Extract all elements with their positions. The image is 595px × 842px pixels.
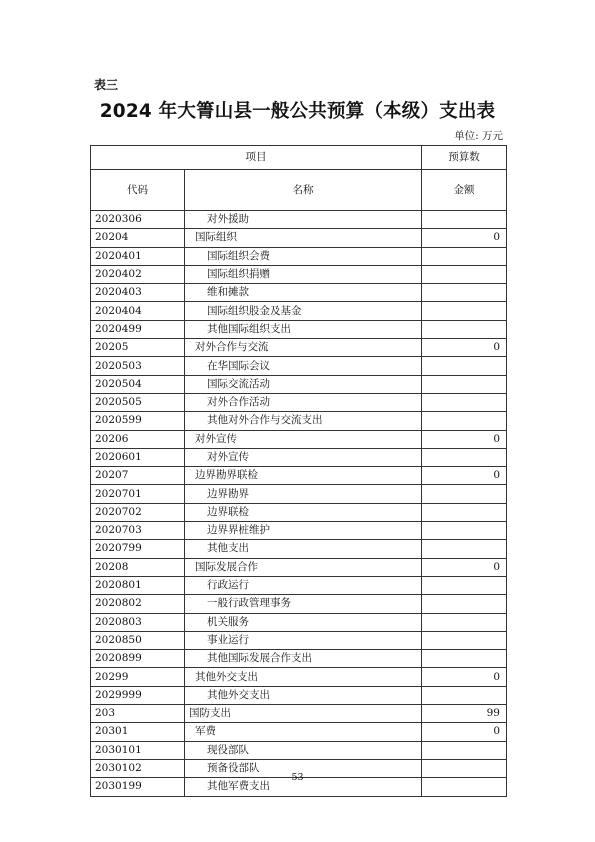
row-amount: 0 [422,558,507,576]
table-row [91,265,507,283]
row-code: 2020403 [91,284,185,302]
row-code: 2020703 [91,522,185,540]
row-name: 对外合作与交流 [185,339,422,357]
table-row [91,229,507,247]
table-body [91,211,507,797]
row-amount: 0 [422,339,507,357]
table-row [91,741,507,759]
row-name: 在华国际会议 [185,357,422,375]
row-amount [422,284,507,302]
header-budget-count: 预算数 [422,146,507,170]
table-row [91,522,507,540]
row-code: 2020505 [91,393,185,411]
row-name: 国际发展合作 [185,558,422,576]
table-row [91,247,507,265]
row-name: 边界联检 [185,503,422,521]
row-amount [422,741,507,759]
budget-table [90,145,507,797]
page-number: 53 [291,772,304,783]
table-row [91,723,507,741]
row-code: 2020402 [91,265,185,283]
table-row [91,320,507,338]
table-row [91,467,507,485]
table-row [91,686,507,704]
row-name: 边界勘界 [185,485,422,503]
table-row [91,576,507,594]
row-code: 20301 [91,723,185,741]
row-name: 边界勘界联检 [185,467,422,485]
row-code: 2020401 [91,247,185,265]
table-row [91,503,507,521]
row-name: 预备役部队 [185,759,422,777]
row-amount [422,522,507,540]
row-code: 2020799 [91,540,185,558]
page-title: 2024 年大箐山县一般公共预算（本级）支出表 [99,101,496,122]
row-code: 20299 [91,668,185,686]
row-code: 2020503 [91,357,185,375]
row-amount [422,448,507,466]
header-name: 名称 [185,170,422,211]
row-code: 2020306 [91,211,185,229]
row-name: 机关服务 [185,613,422,631]
table-row [91,540,507,558]
row-code: 20207 [91,467,185,485]
row-amount [422,357,507,375]
row-amount [422,265,507,283]
row-amount: 0 [422,723,507,741]
row-amount [422,631,507,649]
row-code: 2030101 [91,741,185,759]
row-amount [422,650,507,668]
row-name: 行政运行 [185,576,422,594]
row-code: 2020803 [91,613,185,631]
table-label: 表三 [94,78,119,92]
header-row-1 [91,146,507,170]
row-code: 203 [91,705,185,723]
row-name: 其他国际发展合作支出 [185,650,422,668]
row-name: 国际交流活动 [185,375,422,393]
table-row [91,393,507,411]
row-amount [422,540,507,558]
row-code: 2020850 [91,631,185,649]
row-code: 2020599 [91,412,185,430]
row-amount [422,302,507,320]
table-row [91,595,507,613]
row-code: 20205 [91,339,185,357]
table-row [91,412,507,430]
row-code: 20204 [91,229,185,247]
row-name: 国际组织股金及基金 [185,302,422,320]
row-code: 2029999 [91,686,185,704]
row-code: 2020899 [91,650,185,668]
row-code: 2020701 [91,485,185,503]
table-row [91,430,507,448]
row-amount [422,613,507,631]
table-row [91,668,507,686]
row-code: 2020504 [91,375,185,393]
table-row [91,558,507,576]
header-row-2 [91,170,507,211]
row-name: 维和摊款 [185,284,422,302]
table-row [91,375,507,393]
row-name: 一般行政管理事务 [185,595,422,613]
row-code: 2030102 [91,759,185,777]
row-amount [422,211,507,229]
header-amount: 金额 [422,170,507,211]
row-name: 对外宣传 [185,430,422,448]
row-code: 2020801 [91,576,185,594]
row-name: 对外援助 [185,211,422,229]
row-amount: 99 [422,705,507,723]
table-row [91,302,507,320]
row-name: 国际组织捐赠 [185,265,422,283]
row-name: 国防支出 [185,705,422,723]
row-name: 现役部队 [185,741,422,759]
row-amount: 0 [422,229,507,247]
row-amount [422,595,507,613]
row-amount [422,375,507,393]
row-name: 军费 [185,723,422,741]
row-name: 其他外交支出 [185,686,422,704]
table-row [91,613,507,631]
header-code: 代码 [91,170,185,211]
row-amount: 0 [422,668,507,686]
row-name: 其他对外合作与交流支出 [185,412,422,430]
row-name: 其他军费支出 [185,778,422,796]
row-amount: 0 [422,430,507,448]
row-name: 国际组织会费 [185,247,422,265]
table-row [91,339,507,357]
row-amount [422,393,507,411]
row-name: 国际组织 [185,229,422,247]
row-name: 其他外交支出 [185,668,422,686]
table-row [91,485,507,503]
row-amount [422,576,507,594]
table-row [91,705,507,723]
row-code: 2020702 [91,503,185,521]
row-amount [422,412,507,430]
row-code: 20206 [91,430,185,448]
row-code: 2020499 [91,320,185,338]
table-row [91,448,507,466]
row-name: 其他国际组织支出 [185,320,422,338]
unit-label: 单位: 万元 [454,130,503,142]
row-name: 对外合作活动 [185,393,422,411]
row-name: 其他支出 [185,540,422,558]
row-name: 事业运行 [185,631,422,649]
row-amount [422,247,507,265]
row-amount [422,320,507,338]
row-amount [422,485,507,503]
row-code: 2020802 [91,595,185,613]
table-row [91,284,507,302]
table-row [91,211,507,229]
header-project: 项目 [91,146,422,170]
table-row [91,650,507,668]
row-name: 对外宣传 [185,448,422,466]
row-code: 2020404 [91,302,185,320]
row-code: 20208 [91,558,185,576]
row-code: 2030199 [91,778,185,796]
row-amount [422,503,507,521]
row-name: 边界界桩维护 [185,522,422,540]
table-row [91,357,507,375]
row-amount [422,686,507,704]
table-row [91,631,507,649]
row-code: 2020601 [91,448,185,466]
row-amount: 0 [422,467,507,485]
